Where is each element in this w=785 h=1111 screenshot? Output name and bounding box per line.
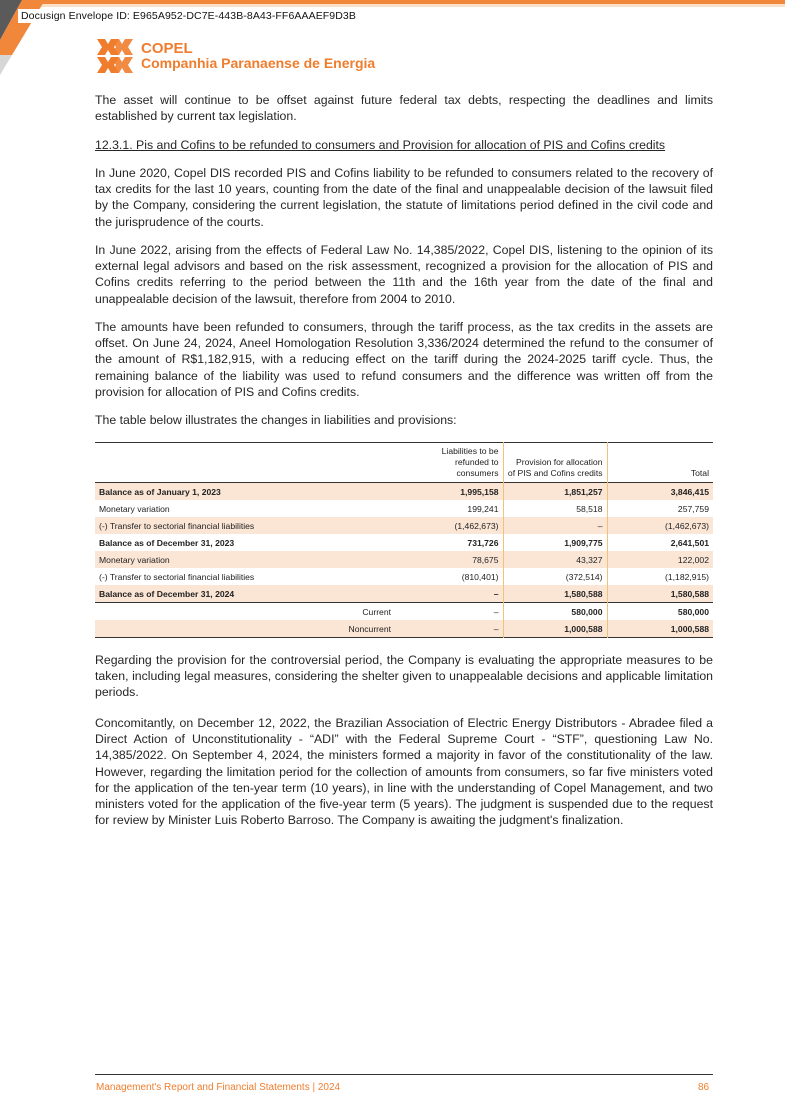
docusign-envelope-id: Docusign Envelope ID: E965A952-DC7E-443B-8A43-FF6AAAEF9D3B — [18, 9, 359, 23]
header-liabilities: Liabilities to be refunded to consumers — [421, 443, 503, 483]
paragraph-asset-offset: The asset will continue to be offset against future federal tax debts, respecting the deadlines and limits established by current tax legislation. — [95, 93, 713, 124]
table-row: Monetary variation 199,241 58,518 257,759 — [95, 500, 713, 517]
copel-logo-icon — [96, 38, 134, 74]
paragraph-table-intro: The table below illustrates the changes in liabilities and provisions: — [95, 413, 457, 427]
logo-company-name: Companhia Paranaense de Energia — [141, 55, 376, 71]
table-row: Balance as of January 1, 2023 1,995,158 1,851,257 3,846,415 — [95, 483, 713, 501]
table-row: (-) Transfer to sectorial financial liabilities (1,462,673) – (1,462,673) — [95, 517, 713, 534]
table-row: Noncurrent – 1,000,588 1,000,588 — [95, 620, 713, 638]
top-accent-fade — [0, 4, 785, 7]
section-heading: 12.3.1. Pis and Cofins to be refunded to consumers and Provision for allocation of PIS and Cofins credits — [95, 138, 666, 152]
paragraph-june-2022: In June 2022, arising from the effects of Federal Law No. 14,385/2022, Copel DIS, listening to the opinion of its external legal advisors and based on the risk assessment, recognized a provision for the allocation of PIS and Cofins credits referring to the period between the 11th and the 16th year from the date of the final and unappealable decision of the lawsuit, therefore from 2004 to 2010. — [95, 243, 713, 306]
table-row: (-) Transfer to sectorial financial liabilities (810,401) (372,514) (1,182,915) — [95, 568, 713, 585]
footer-divider — [95, 1074, 713, 1075]
copel-logo — [96, 38, 375, 74]
table-row: Balance as of December 31, 2023 731,726 1,909,775 2,641,501 — [95, 534, 713, 551]
paragraph-controversial-period: Regarding the provision for the controversial period, the Company is evaluating the appropriate measures to be taken, including legal measures, considering the shelter given to unappealable decisions and applicable limitation periods. — [95, 653, 713, 700]
header-provision: Provision for allocation of PIS and Cofins credits — [503, 443, 607, 483]
logo-name: COPEL — [141, 40, 193, 57]
paragraph-refunds: The amounts have been refunded to consumers, through the tariff process, as the tax credits in the assets are offset. On June 24, 2024, Aneel Homologation Resolution 3,336/2024 determined the refund to the consumer of the amount of R$1,182,915, with a reducing effect on the tariff during the 2024-2025 tariff cycle. Thus, the remaining balance of the liability was used to refund consumers and the difference was written off from the provision for allocation of PIS and Cofins credits. — [95, 320, 713, 399]
paragraph-june-2020: In June 2020, Copel DIS recorded PIS and Cofins liability to be refunded to consumers related to the recovery of tax credits for the last 10 years, counting from the date of the final and unappealable decision of the lawsuit filed by the Company, considering the current legislation, the statute of limitations period defined in the civil code and the jurisprudence of the courts. — [95, 166, 713, 229]
header-total: Total — [690, 468, 709, 478]
page-number: 86 — [698, 1082, 710, 1093]
paragraph-abradee-adi: Concomitantly, on December 12, 2022, the Brazilian Association of Electric Energy Distributors - Abradee filed a Direct Action of Unconstitutionality - “ADI” with the Federal Supreme Court - “STF”, questioning Law No. 14,385/2022. On September 4, 2024, the ministers formed a majority in favor of the constitutionality of the law. However, regarding the limitation period for the collection of amounts from consumers, so far five ministers voted for the application of the ten-year term (10 years), in line with the understanding of Copel Management, and two ministers voted for the application of the five-year term (5 years). The judgment is suspended due to the request for review by Minister Luis Roberto Barroso. The Company is awaiting the judgment's finalization. — [95, 716, 713, 828]
table-row: Balance as of December 31, 2024 – 1,580,588 1,580,588 — [95, 585, 713, 603]
table-row: Monetary variation 78,675 43,327 122,002 — [95, 551, 713, 568]
footer-title: Management's Report and Financial Statements | 2024 — [96, 1082, 341, 1093]
table-row: Current – 580,000 580,000 — [95, 603, 713, 621]
liabilities-provisions-table — [95, 442, 713, 638]
